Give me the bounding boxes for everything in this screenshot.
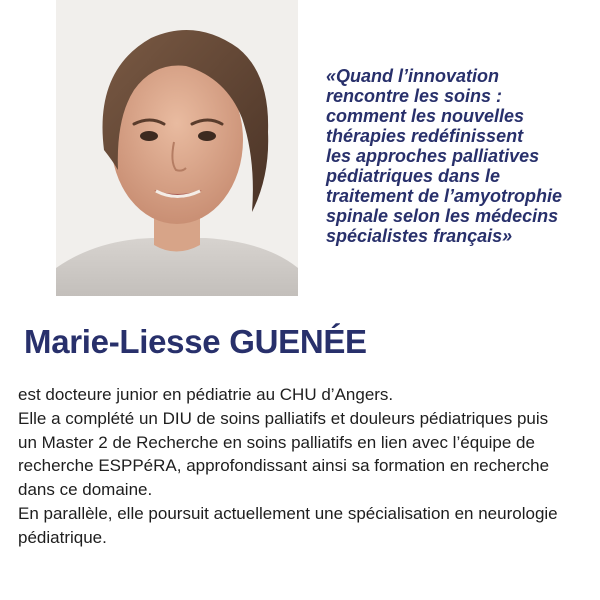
speaker-photo <box>56 0 298 296</box>
bio-paragraph: Elle a complété un DIU de soins palliatifs et douleurs pédiatriques puis un Master 2 de Recherche en soins palliatifs en lien avec l’équipe de recherche ESPPéRA, approfondissant ainsi sa formation en recherche dans ce domaine. <box>18 408 550 500</box>
quote-text: «Quand l’innovation rencontre les soins : comment les nouvelles thérapies redéfinissent les approches palliatives pédiatriques dans le traitement de l’amyotrophie spinale selon les médecins spécialistes français» <box>326 66 563 246</box>
speaker-bio <box>18 383 594 550</box>
bio-paragraph: En parallèle, elle poursuit actuellement une spécialisation en neurologie pédiatrique. <box>18 503 558 547</box>
portrait-illustration <box>56 0 298 296</box>
speaker-name: Marie-Liesse GUENÉE <box>24 323 367 360</box>
bio-paragraph: est docteure junior en pédiatrie au CHU d’Angers. <box>18 385 394 404</box>
